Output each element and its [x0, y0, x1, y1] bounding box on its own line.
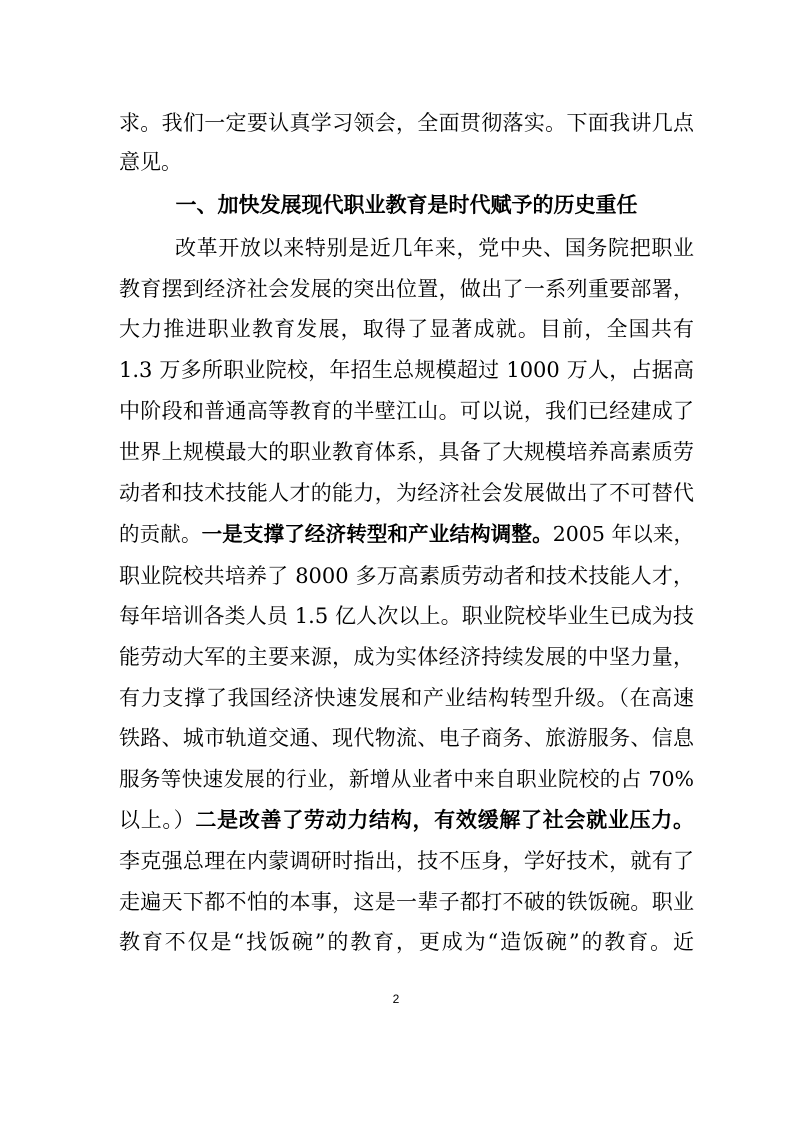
text-line: 意见。 — [119, 150, 182, 174]
paragraph-line — [119, 519, 694, 549]
paragraph-line: 能劳动大军的主要来源，成为实体经济持续发展的中坚力量， — [119, 645, 694, 669]
section-heading: 一、加快发展现代职业教育是时代赋予的历史重任 — [175, 193, 638, 217]
paragraph-line: 教育摆到经济社会发展的突出位置，做出了一系列重要部署， — [119, 277, 694, 301]
paragraph-line: 服务等快速发展的行业，新增从业者中来自职业院校的占 70% — [119, 767, 694, 791]
emphasis-point-one: 一是支撑了经济转型和产业结构调整。 — [201, 522, 553, 546]
text-run: 的贡献。 — [119, 522, 202, 546]
paragraph-line: 每年培训各类人员 1.5 亿人次以上。职业院校毕业生已成为技 — [119, 604, 694, 628]
paragraph-line: 中阶段和普通高等教育的半壁江山。可以说，我们已经建成了 — [119, 399, 694, 423]
paragraph-line: 世界上规模最大的职业教育体系，具备了大规模培养高素质劳 — [119, 440, 694, 464]
text-run: 2005 年以来， — [552, 522, 695, 546]
text-line: 求。我们一定要认真学习领会，全面贯彻落实。下面我讲几点 — [119, 111, 694, 135]
paragraph-line: 有力支撑了我国经济快速发展和产业结构转型升级。（在高速 — [119, 686, 694, 710]
paragraph-line: 李克强总理在内蒙调研时指出，技不压身，学好技术，就有了 — [119, 849, 694, 873]
paragraph-line: 改革开放以来特别是近几年来，党中央、国务院把职业 — [175, 236, 694, 260]
paragraph-line: 走遍天下都不怕的本事，这是一辈子都打不破的铁饭碗。职业 — [119, 890, 694, 914]
paragraph-line: 教育不仅是“找饭碗”的教育，更成为“造饭碗”的教育。近 — [119, 930, 694, 954]
emphasis-point-two: 二是改善了劳动力结构，有效缓解了社会就业压力。 — [195, 808, 695, 832]
paragraph-line: 大力推进职业教育发展，取得了显著成就。目前，全国共有 — [119, 317, 694, 341]
paragraph-line: 1.3 万多所职业院校，年招生总规模超过 1000 万人，占据高 — [119, 358, 694, 382]
paragraph-line — [119, 805, 694, 835]
text-run: 以上。） — [119, 808, 196, 832]
paragraph-line: 动者和技术技能人才的能力，为经济社会发展做出了不可替代 — [119, 481, 694, 505]
paragraph-line: 职业院校共培养了 8000 多万高素质劳动者和技术技能人才， — [119, 564, 694, 588]
paragraph-line: 铁路、城市轨道交通、现代物流、电子商务、旅游服务、信息 — [119, 726, 694, 750]
page-number: 2 — [392, 992, 400, 1006]
